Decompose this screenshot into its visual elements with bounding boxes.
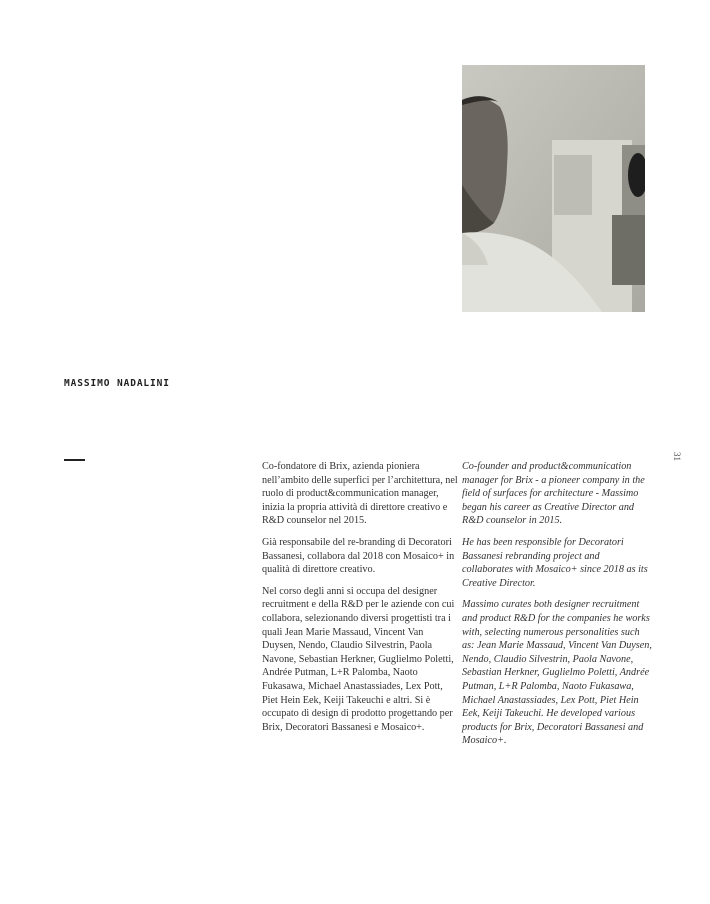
page-number: 31 — [672, 452, 682, 461]
italian-paragraph: Già responsabile del re-branding di Decoratori Bassanesi, collabora dal 2018 con Mosaico+ in qualità di direttore creativo. — [262, 536, 455, 576]
italian-paragraph: Nel corso degli anni si occupa del designer recruitment e della R&D per le aziende con cui collabora, selezionando diversi progettisti tra i quali Jean Marie Massaud, Vincent Van Duysen, Nendo, Claudio Silvestrin, Paola Navone, Sebastian Herkner, Guglielmo Poletti, Andrée Putman, L+R Palomba, Naoto Fukasawa, Michael Anastassiades, Lex Pott, Piet Hein Eek, Keiji Takeuchi e altri. Si è occupato di design di prodotto progettando per Brix, Decoratori Bassanesi e Mosaico+. — [262, 585, 455, 733]
portrait-illustration — [462, 65, 645, 312]
section-rule — [64, 459, 85, 461]
english-bio — [462, 460, 652, 756]
portrait-photo — [462, 65, 645, 312]
italian-bio — [262, 460, 458, 742]
english-paragraph: Massimo curates both designer recruitment and product R&D for the companies he works with, selecting numerous personalities such as: Jean Marie Massaud, Vincent Van Duysen, Nendo, Claudio Silvestrin, Paola Navone, Sebastian Herkner, Guglielmo Poletti, Andrée Putman, L+R Palomba, Naoto Fukasawa, Michael Anastassiades, Lex Pott, Piet Hein Eek, Keiji Takeuchi. He developed various products for Brix, Decoratori Bassanesi and Mosaico+. — [462, 599, 652, 747]
english-paragraph: He has been responsible for Decoratori Bassanesi rebranding project and collaborates with Mosaico+ since 2018 as its Creative Director. — [462, 536, 648, 589]
italian-paragraph: Co-fondatore di Brix, azienda pioniera nell’ambito delle superfici per l’architettura, nel ruolo di product&communication manager, inizia la propria attività di direttore creativo e R&D counselor nel 2015. — [262, 461, 458, 527]
english-paragraph: Co-founder and product&communication manager for Brix - a pioneer company in the field of surfaces for architecture - Massimo began his career as Creative Director and R&D counselor in 2015. — [462, 461, 645, 527]
person-name: MASSIMO NADALINI — [64, 378, 170, 389]
